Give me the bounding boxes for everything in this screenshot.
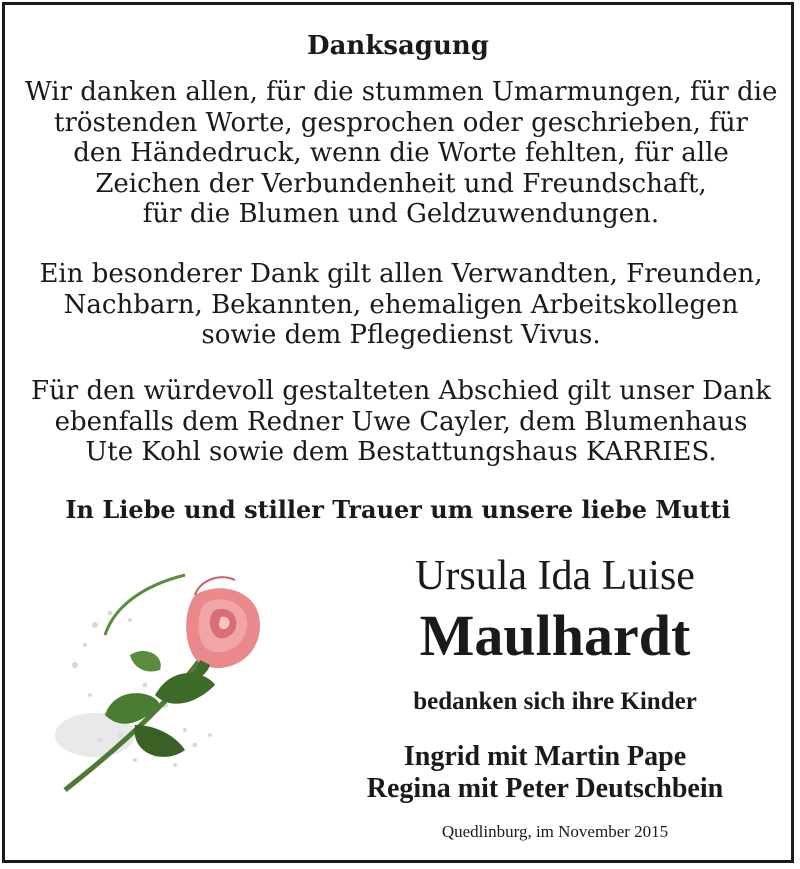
child-entry: Regina mit Peter Deutschbein xyxy=(366,773,724,804)
paragraph-line: Zeichen der Verbundenheit und Freundschaft, xyxy=(95,168,707,199)
paragraph-line: ebenfalls dem Redner Uwe Cayler, dem Blumenhaus xyxy=(54,406,748,437)
paragraph-line: Ute Kohl sowie dem Bestattungshaus KARRIES. xyxy=(85,437,717,467)
children-names xyxy=(305,741,785,805)
children-thanks-line: bedanken sich ihre Kinder xyxy=(413,688,697,715)
paragraph-line: Für den würdevoll gestalteten Abschied gilt unser Dank xyxy=(31,376,771,406)
paragraph-line: sowie dem Pflegedienst Vivus. xyxy=(201,320,601,350)
place-and-date: Quedlinburg, im November 2015 xyxy=(441,822,669,841)
paragraph-line: Wir danken allen, für die stummen Umarmungen, für die xyxy=(25,77,778,107)
notice-frame xyxy=(2,2,794,863)
thanks-paragraph-1 xyxy=(25,77,777,230)
deceased-family-name: Maulhardt xyxy=(419,603,691,668)
paragraph-line: tröstenden Worte, gesprochen oder geschrieben, für xyxy=(54,107,748,138)
paragraph-line: den Händedruck, wenn die Worte fehlten, für alle xyxy=(73,138,729,168)
paragraph-line: für die Blumen und Geldzuwendungen. xyxy=(142,199,660,229)
notice-title: Danksagung xyxy=(307,31,489,61)
mourning-line: In Liebe und stiller Trauer um unsere liebe Mutti xyxy=(65,495,731,524)
paragraph-line: Nachbarn, Bekannten, ehemaligen Arbeitskollegen xyxy=(63,289,739,320)
rose-icon xyxy=(35,565,295,805)
thanks-paragraph-2 xyxy=(25,259,777,351)
deceased-given-names: Ursula Ida Luise xyxy=(415,553,695,599)
paragraph-line: Ein besonderer Dank gilt allen Verwandten, Freunden, xyxy=(39,259,763,289)
child-entry: Ingrid mit Martin Pape xyxy=(403,741,687,772)
thanks-paragraph-3 xyxy=(25,376,777,468)
